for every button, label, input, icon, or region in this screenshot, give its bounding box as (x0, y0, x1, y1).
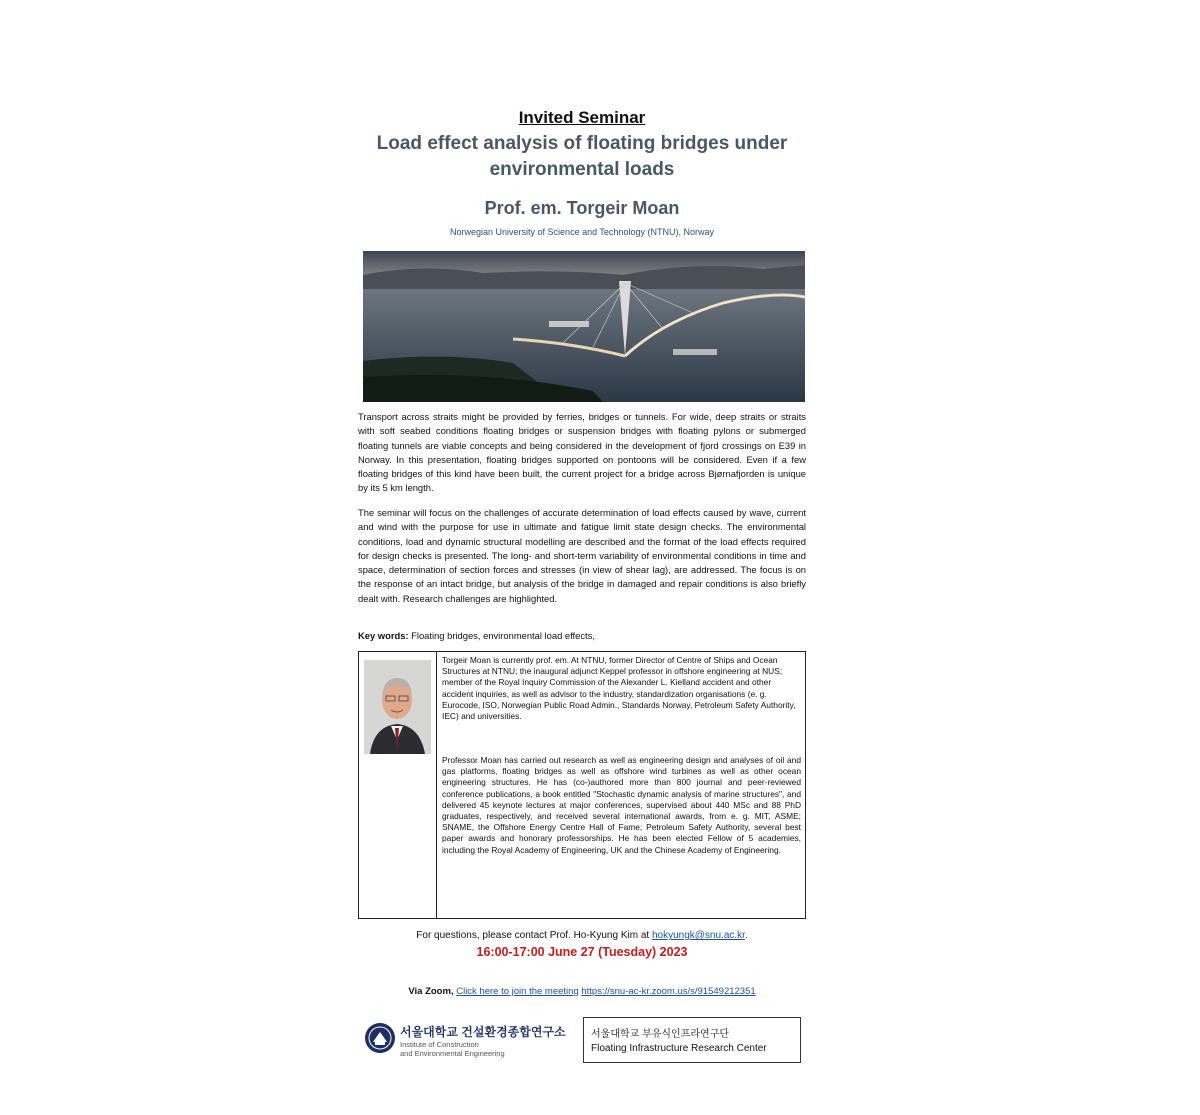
zoom-join-link[interactable]: Click here to join the meeting (456, 986, 579, 997)
institute-name-korean: 서울대학교 건설환경종합연구소 (400, 1025, 566, 1039)
institute-name-english (400, 1040, 505, 1058)
abstract-paragraph-1: Transport across straits might be provided by ferries, bridges or tunnels. For wide, deep straits or straits with soft seabed conditions floating bridges or suspension bridges with floating pylons or submerged floating tunnels are viable concepts and being considered in the development of fjord crossings on E39 in Norway. In this presentation, floating bridges supported on pontoons will be considered. Even if a few floating bridges of this kind have been built, the current project for a bridge across Bjørnafjorden is unique by its 5 km length. (358, 411, 806, 494)
institute-english-line-2: and Environmental Engineering (400, 1049, 505, 1058)
institute-logo-block (364, 1022, 584, 1062)
research-center-english: Floating Infrastructure Research Center (591, 1043, 767, 1054)
zoom-url-link[interactable]: https://snu-ac-kr.zoom.us/s/91549212351 (581, 986, 756, 997)
speaker-name: Prof. em. Torgeir Moan (484, 198, 680, 218)
abstract-paragraph-2: The seminar will focus on the challenges of accurate determination of load effects caused by wave, current and wind with the purpose for use in ultimate and fatigue limit state design checks. The environmental conditions, load and dynamic structural modelling are described and the format of the load effects required for design checks is presented. The long- and short-term variability of environmental conditions in time and space, determination of section forces and stresses (in view of shear lag), are addressed. The focus is on the response of an intact bridge, but analysis of the bridge in damaged and repair conditions is also briefly dealt with. Research challenges are highlighted. (358, 507, 806, 604)
keywords-label: Key words: (358, 630, 409, 641)
bio-paragraph-2: Professor Moan has carried out research as well as engineering design and analyses of oil and gas platforms, floating bridges as well as offshore wind turbines as well as other ocean engineering structures. He has (co-)authored more than 800 journal and peer-reviewed conference publications, a book entitled "Stochastic dynamic analysis of marine structures", and delivered 45 keynote lectures at major conferences, supervised about 440 MSc and 88 PhD graduates, respectively, and received several international awards, from e. g. MIT, ASME; SNAME, the Offshore Energy Centre Hall of Fame; Petroleum Safety Authority, several best paper awards and honorary professorships. He has been elected Fellow of 5 academies, including the Royal Academy of Engineering, UK and the Chinese Academy of Engineering. (442, 755, 801, 855)
seminar-label: Invited Seminar (518, 108, 646, 127)
floating-bridge-image (363, 251, 805, 402)
title-line-2: environmental loads (489, 159, 675, 180)
speaker-bio-box (358, 651, 806, 919)
contact-email-link[interactable]: hokyungk@snu.ac.kr (651, 930, 745, 941)
contact-line (358, 930, 806, 941)
contact-text: For questions, please contact Prof. Ho-Kyung Kim at (416, 930, 652, 941)
contact-suffix: . (744, 930, 748, 941)
institute-english-line-1: Institute of Construction (400, 1040, 479, 1049)
zoom-label: Via Zoom, (408, 986, 454, 997)
snu-emblem-icon (364, 1022, 396, 1054)
bio-divider (436, 652, 437, 918)
seminar-title (328, 131, 836, 183)
speaker-portrait (364, 660, 431, 754)
keywords-text: Floating bridges, environmental load effects, (408, 630, 595, 641)
title-line-1: Load effect analysis of floating bridges under (376, 133, 788, 154)
seminar-datetime: 16:00-17:00 June 27 (Tuesday) 2023 (476, 945, 688, 959)
speaker-affiliation: Norwegian University of Science and Technology (NTNU), Norway (450, 227, 714, 237)
research-center-korean: 서울대학교 부유식인프라연구단 (591, 1029, 730, 1040)
zoom-line (358, 986, 806, 997)
bio-paragraph-1: Torgeir Moan is currently prof. em. At NTNU, former Director of Centre of Ships and Ocean Structures at NTNU; the inaugural adjunct Keppel professor in offshore engineering at NUS; member of the Royal Inquiry Commission of the Alexander L. Kielland accident and other accident inquiries, as well as advisor to the industry, standardization organisations (e. g. Eurocode, ISO, Norwegian Public Road Admin., Standards Norway, Petroleum Safety Authority, IEC) and universities. (442, 655, 796, 722)
keywords (358, 630, 806, 641)
research-center-block (583, 1017, 801, 1063)
